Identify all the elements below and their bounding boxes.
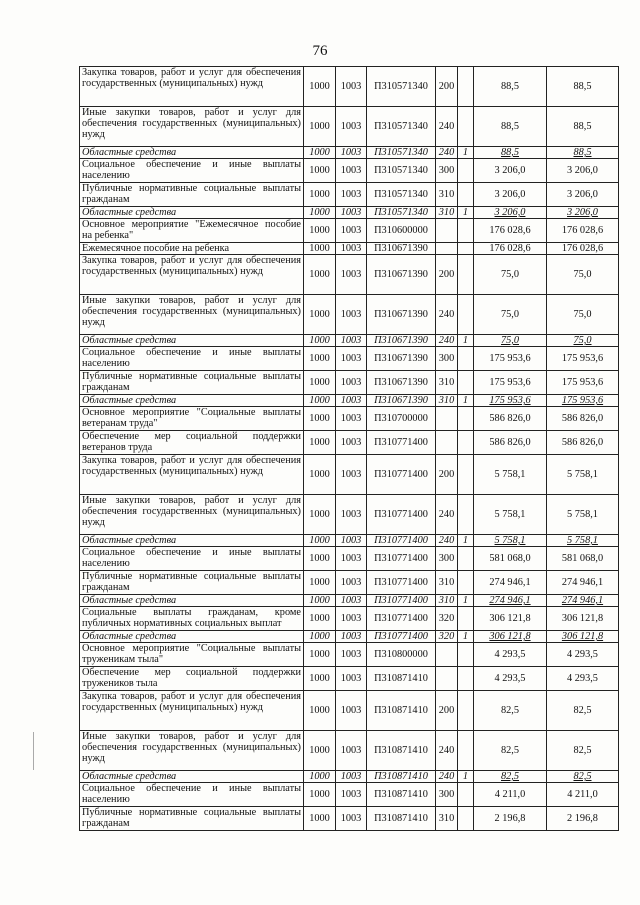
table-row xyxy=(80,783,619,807)
subsection-code-cell: 1003 xyxy=(336,547,367,571)
section-code-cell: 1000 xyxy=(304,159,336,183)
row-name-cell: Областные средства xyxy=(80,771,304,783)
section-code-cell: 1000 xyxy=(304,631,336,643)
target-article-cell: П310600000 xyxy=(367,219,436,243)
amount-year1-cell: 176 028,6 xyxy=(474,243,547,255)
row-name-cell: Основное мероприятие "Социальные выплаты труженикам тыла" xyxy=(80,643,304,667)
expense-type-cell: 240 xyxy=(436,295,458,335)
target-article-cell: П310871410 xyxy=(367,667,436,691)
amount-year2-cell: 75,0 xyxy=(547,255,619,295)
expense-type-cell: 240 xyxy=(436,495,458,535)
amount-year2-cell: 5 758,1 xyxy=(547,455,619,495)
row-name-cell: Социальное обеспечение и иные выплаты населению xyxy=(80,547,304,571)
row-name-cell: Областные средства xyxy=(80,207,304,219)
amount-year1-cell: 75,0 xyxy=(474,295,547,335)
expense-type-cell: 240 xyxy=(436,147,458,159)
table-row xyxy=(80,159,619,183)
amount-year2-cell: 75,0 xyxy=(547,295,619,335)
subsection-code-cell: 1003 xyxy=(336,431,367,455)
subsection-code-cell: 1003 xyxy=(336,595,367,607)
section-code-cell: 1000 xyxy=(304,407,336,431)
amount-year2-cell: 5 758,1 xyxy=(547,535,619,547)
target-article-cell: П310700000 xyxy=(367,407,436,431)
funding-source-cell xyxy=(458,183,474,207)
amount-year2-cell: 274 946,1 xyxy=(547,571,619,595)
subsection-code-cell: 1003 xyxy=(336,335,367,347)
row-name-cell: Закупка товаров, работ и услуг для обеспечения государственных (муниципальных) нужд xyxy=(80,455,304,495)
amount-year1-cell: 3 206,0 xyxy=(474,207,547,219)
subsection-code-cell: 1003 xyxy=(336,147,367,159)
row-name-cell: Областные средства xyxy=(80,335,304,347)
row-name-cell: Закупка товаров, работ и услуг для обеспечения государственных (муниципальных) нужд xyxy=(80,67,304,107)
amount-year2-cell: 581 068,0 xyxy=(547,547,619,571)
subsection-code-cell: 1003 xyxy=(336,643,367,667)
amount-year1-cell: 88,5 xyxy=(474,107,547,147)
amount-year1-cell: 175 953,6 xyxy=(474,347,547,371)
target-article-cell: П310771400 xyxy=(367,547,436,571)
table-row xyxy=(80,243,619,255)
row-name-cell: Областные средства xyxy=(80,535,304,547)
amount-year1-cell: 4 293,5 xyxy=(474,643,547,667)
funding-source-cell: 1 xyxy=(458,147,474,159)
funding-source-cell xyxy=(458,807,474,831)
amount-year2-cell: 175 953,6 xyxy=(547,371,619,395)
expense-type-cell: 200 xyxy=(436,255,458,295)
expense-type-cell: 240 xyxy=(436,335,458,347)
table-row xyxy=(80,431,619,455)
table-row xyxy=(80,219,619,243)
expense-type-cell xyxy=(436,431,458,455)
regional-funds-row xyxy=(80,771,619,783)
amount-year2-cell: 3 206,0 xyxy=(547,159,619,183)
section-code-cell: 1000 xyxy=(304,107,336,147)
section-code-cell: 1000 xyxy=(304,219,336,243)
row-name-cell: Публичные нормативные социальные выплаты гражданам xyxy=(80,183,304,207)
budget-table xyxy=(79,66,619,831)
regional-funds-row xyxy=(80,535,619,547)
section-code-cell: 1000 xyxy=(304,571,336,595)
table-row xyxy=(80,807,619,831)
amount-year2-cell: 88,5 xyxy=(547,147,619,159)
section-code-cell: 1000 xyxy=(304,643,336,667)
table-row xyxy=(80,495,619,535)
subsection-code-cell: 1003 xyxy=(336,107,367,147)
amount-year1-cell: 5 758,1 xyxy=(474,535,547,547)
amount-year1-cell: 88,5 xyxy=(474,147,547,159)
expense-type-cell: 300 xyxy=(436,347,458,371)
regional-funds-row xyxy=(80,147,619,159)
section-code-cell: 1000 xyxy=(304,691,336,731)
table-row xyxy=(80,455,619,495)
subsection-code-cell: 1003 xyxy=(336,207,367,219)
section-code-cell: 1000 xyxy=(304,371,336,395)
funding-source-cell xyxy=(458,607,474,631)
amount-year2-cell: 4 211,0 xyxy=(547,783,619,807)
expense-type-cell: 310 xyxy=(436,595,458,607)
subsection-code-cell: 1003 xyxy=(336,295,367,335)
amount-year2-cell: 2 196,8 xyxy=(547,807,619,831)
subsection-code-cell: 1003 xyxy=(336,495,367,535)
target-article-cell: П310771400 xyxy=(367,535,436,547)
target-article-cell: П310871410 xyxy=(367,731,436,771)
amount-year1-cell: 2 196,8 xyxy=(474,807,547,831)
amount-year1-cell: 306 121,8 xyxy=(474,631,547,643)
section-code-cell: 1000 xyxy=(304,255,336,295)
target-article-cell: П310571340 xyxy=(367,147,436,159)
target-article-cell: П310771400 xyxy=(367,595,436,607)
table-row xyxy=(80,691,619,731)
table-row xyxy=(80,571,619,595)
funding-source-cell xyxy=(458,783,474,807)
section-code-cell: 1000 xyxy=(304,495,336,535)
row-name-cell: Закупка товаров, работ и услуг для обеспечения государственных (муниципальных) нужд xyxy=(80,691,304,731)
amount-year2-cell: 306 121,8 xyxy=(547,607,619,631)
row-name-cell: Публичные нормативные социальные выплаты гражданам xyxy=(80,807,304,831)
table-row xyxy=(80,371,619,395)
subsection-code-cell: 1003 xyxy=(336,455,367,495)
funding-source-cell xyxy=(458,455,474,495)
amount-year2-cell: 4 293,5 xyxy=(547,667,619,691)
amount-year1-cell: 5 758,1 xyxy=(474,495,547,535)
amount-year1-cell: 274 946,1 xyxy=(474,595,547,607)
funding-source-cell xyxy=(458,571,474,595)
amount-year2-cell: 3 206,0 xyxy=(547,207,619,219)
target-article-cell: П310571340 xyxy=(367,67,436,107)
amount-year2-cell: 586 826,0 xyxy=(547,407,619,431)
row-name-cell: Ежемесячное пособие на ребенка xyxy=(80,243,304,255)
amount-year1-cell: 3 206,0 xyxy=(474,159,547,183)
target-article-cell: П310871410 xyxy=(367,771,436,783)
row-name-cell: Обеспечение мер социальной поддержки тружеников тыла xyxy=(80,667,304,691)
row-name-cell: Социальное обеспечение и иные выплаты населению xyxy=(80,347,304,371)
row-name-cell: Областные средства xyxy=(80,147,304,159)
expense-type-cell: 200 xyxy=(436,67,458,107)
subsection-code-cell: 1003 xyxy=(336,219,367,243)
subsection-code-cell: 1003 xyxy=(336,731,367,771)
amount-year2-cell: 5 758,1 xyxy=(547,495,619,535)
target-article-cell: П310771400 xyxy=(367,631,436,643)
funding-source-cell xyxy=(458,295,474,335)
amount-year1-cell: 4 211,0 xyxy=(474,783,547,807)
expense-type-cell: 320 xyxy=(436,607,458,631)
section-code-cell: 1000 xyxy=(304,347,336,371)
amount-year2-cell: 75,0 xyxy=(547,335,619,347)
subsection-code-cell: 1003 xyxy=(336,347,367,371)
amount-year2-cell: 274 946,1 xyxy=(547,595,619,607)
expense-type-cell: 310 xyxy=(436,183,458,207)
amount-year1-cell: 175 953,6 xyxy=(474,371,547,395)
funding-source-cell xyxy=(458,431,474,455)
amount-year2-cell: 4 293,5 xyxy=(547,643,619,667)
table-row xyxy=(80,295,619,335)
table-row xyxy=(80,731,619,771)
target-article-cell: П310671390 xyxy=(367,243,436,255)
expense-type-cell xyxy=(436,407,458,431)
target-article-cell: П310771400 xyxy=(367,571,436,595)
funding-source-cell xyxy=(458,67,474,107)
amount-year1-cell: 75,0 xyxy=(474,255,547,295)
section-code-cell: 1000 xyxy=(304,243,336,255)
subsection-code-cell: 1003 xyxy=(336,407,367,431)
section-code-cell: 1000 xyxy=(304,183,336,207)
funding-source-cell xyxy=(458,347,474,371)
target-article-cell: П310671390 xyxy=(367,255,436,295)
section-code-cell: 1000 xyxy=(304,455,336,495)
table-row xyxy=(80,255,619,295)
expense-type-cell: 240 xyxy=(436,771,458,783)
target-article-cell: П310871410 xyxy=(367,807,436,831)
table-row xyxy=(80,667,619,691)
target-article-cell: П310871410 xyxy=(367,691,436,731)
target-article-cell: П310571340 xyxy=(367,159,436,183)
section-code-cell: 1000 xyxy=(304,535,336,547)
target-article-cell: П310771400 xyxy=(367,495,436,535)
amount-year1-cell: 3 206,0 xyxy=(474,183,547,207)
expense-type-cell: 310 xyxy=(436,207,458,219)
amount-year2-cell: 88,5 xyxy=(547,107,619,147)
row-name-cell: Иные закупки товаров, работ и услуг для обеспечения государственных (муниципальных) нужд xyxy=(80,731,304,771)
amount-year2-cell: 82,5 xyxy=(547,771,619,783)
funding-source-cell xyxy=(458,219,474,243)
expense-type-cell xyxy=(436,667,458,691)
amount-year2-cell: 306 121,8 xyxy=(547,631,619,643)
table-row xyxy=(80,407,619,431)
table-row xyxy=(80,67,619,107)
section-code-cell: 1000 xyxy=(304,335,336,347)
row-name-cell: Социальные выплаты гражданам, кроме публичных нормативных социальных выплат xyxy=(80,607,304,631)
regional-funds-row xyxy=(80,335,619,347)
funding-source-cell xyxy=(458,243,474,255)
row-name-cell: Закупка товаров, работ и услуг для обеспечения государственных (муниципальных) нужд xyxy=(80,255,304,295)
expense-type-cell: 320 xyxy=(436,631,458,643)
expense-type-cell: 200 xyxy=(436,455,458,495)
funding-source-cell xyxy=(458,107,474,147)
funding-source-cell xyxy=(458,407,474,431)
row-name-cell: Обеспечение мер социальной поддержки ветеранов труда xyxy=(80,431,304,455)
funding-source-cell: 1 xyxy=(458,395,474,407)
subsection-code-cell: 1003 xyxy=(336,535,367,547)
subsection-code-cell: 1003 xyxy=(336,67,367,107)
funding-source-cell xyxy=(458,495,474,535)
amount-year2-cell: 88,5 xyxy=(547,67,619,107)
table-row xyxy=(80,607,619,631)
expense-type-cell: 240 xyxy=(436,107,458,147)
row-name-cell: Основное мероприятие "Ежемесячное пособие на ребенка" xyxy=(80,219,304,243)
amount-year2-cell: 586 826,0 xyxy=(547,431,619,455)
target-article-cell: П310671390 xyxy=(367,335,436,347)
section-code-cell: 1000 xyxy=(304,783,336,807)
row-name-cell: Иные закупки товаров, работ и услуг для обеспечения государственных (муниципальных) нужд xyxy=(80,107,304,147)
funding-source-cell xyxy=(458,731,474,771)
subsection-code-cell: 1003 xyxy=(336,691,367,731)
target-article-cell: П310771400 xyxy=(367,607,436,631)
funding-source-cell: 1 xyxy=(458,595,474,607)
table-row xyxy=(80,643,619,667)
page-number: 76 xyxy=(312,43,328,59)
target-article-cell: П310571340 xyxy=(367,183,436,207)
regional-funds-row xyxy=(80,395,619,407)
amount-year2-cell: 82,5 xyxy=(547,731,619,771)
row-name-cell: Иные закупки товаров, работ и услуг для обеспечения государственных (муниципальных) нужд xyxy=(80,295,304,335)
section-code-cell: 1000 xyxy=(304,147,336,159)
funding-source-cell xyxy=(458,159,474,183)
amount-year1-cell: 586 826,0 xyxy=(474,407,547,431)
funding-source-cell: 1 xyxy=(458,535,474,547)
expense-type-cell xyxy=(436,219,458,243)
expense-type-cell: 240 xyxy=(436,731,458,771)
margin-mark xyxy=(33,732,34,770)
subsection-code-cell: 1003 xyxy=(336,771,367,783)
funding-source-cell: 1 xyxy=(458,631,474,643)
section-code-cell: 1000 xyxy=(304,731,336,771)
row-name-cell: Основное мероприятие "Социальные выплаты ветеранам труда" xyxy=(80,407,304,431)
amount-year1-cell: 274 946,1 xyxy=(474,571,547,595)
subsection-code-cell: 1003 xyxy=(336,631,367,643)
target-article-cell: П310871410 xyxy=(367,783,436,807)
row-name-cell: Социальное обеспечение и иные выплаты населению xyxy=(80,783,304,807)
row-name-cell: Областные средства xyxy=(80,631,304,643)
row-name-cell: Публичные нормативные социальные выплаты гражданам xyxy=(80,371,304,395)
subsection-code-cell: 1003 xyxy=(336,395,367,407)
section-code-cell: 1000 xyxy=(304,807,336,831)
expense-type-cell: 310 xyxy=(436,371,458,395)
table-row xyxy=(80,547,619,571)
expense-type-cell: 300 xyxy=(436,547,458,571)
expense-type-cell: 300 xyxy=(436,783,458,807)
expense-type-cell: 310 xyxy=(436,395,458,407)
table-row xyxy=(80,183,619,207)
funding-source-cell xyxy=(458,547,474,571)
amount-year2-cell: 175 953,6 xyxy=(547,395,619,407)
table-row xyxy=(80,107,619,147)
target-article-cell: П310771400 xyxy=(367,455,436,495)
expense-type-cell: 300 xyxy=(436,159,458,183)
funding-source-cell xyxy=(458,667,474,691)
amount-year1-cell: 5 758,1 xyxy=(474,455,547,495)
funding-source-cell xyxy=(458,255,474,295)
row-name-cell: Иные закупки товаров, работ и услуг для обеспечения государственных (муниципальных) нужд xyxy=(80,495,304,535)
section-code-cell: 1000 xyxy=(304,771,336,783)
amount-year2-cell: 176 028,6 xyxy=(547,219,619,243)
section-code-cell: 1000 xyxy=(304,395,336,407)
target-article-cell: П310671390 xyxy=(367,347,436,371)
target-article-cell: П310671390 xyxy=(367,295,436,335)
funding-source-cell xyxy=(458,691,474,731)
funding-source-cell: 1 xyxy=(458,207,474,219)
amount-year1-cell: 306 121,8 xyxy=(474,607,547,631)
amount-year2-cell: 3 206,0 xyxy=(547,183,619,207)
target-article-cell: П310571340 xyxy=(367,207,436,219)
expense-type-cell: 310 xyxy=(436,807,458,831)
amount-year1-cell: 75,0 xyxy=(474,335,547,347)
funding-source-cell xyxy=(458,371,474,395)
section-code-cell: 1000 xyxy=(304,295,336,335)
row-name-cell: Областные средства xyxy=(80,595,304,607)
subsection-code-cell: 1003 xyxy=(336,371,367,395)
amount-year1-cell: 175 953,6 xyxy=(474,395,547,407)
subsection-code-cell: 1003 xyxy=(336,243,367,255)
expense-type-cell xyxy=(436,643,458,667)
funding-source-cell: 1 xyxy=(458,335,474,347)
section-code-cell: 1000 xyxy=(304,667,336,691)
regional-funds-row xyxy=(80,595,619,607)
section-code-cell: 1000 xyxy=(304,431,336,455)
amount-year2-cell: 82,5 xyxy=(547,691,619,731)
amount-year1-cell: 82,5 xyxy=(474,691,547,731)
section-code-cell: 1000 xyxy=(304,607,336,631)
amount-year1-cell: 4 293,5 xyxy=(474,667,547,691)
section-code-cell: 1000 xyxy=(304,67,336,107)
section-code-cell: 1000 xyxy=(304,547,336,571)
amount-year1-cell: 581 068,0 xyxy=(474,547,547,571)
row-name-cell: Областные средства xyxy=(80,395,304,407)
amount-year1-cell: 82,5 xyxy=(474,731,547,771)
row-name-cell: Социальное обеспечение и иные выплаты населению xyxy=(80,159,304,183)
subsection-code-cell: 1003 xyxy=(336,183,367,207)
target-article-cell: П310800000 xyxy=(367,643,436,667)
amount-year2-cell: 176 028,6 xyxy=(547,243,619,255)
funding-source-cell xyxy=(458,643,474,667)
subsection-code-cell: 1003 xyxy=(336,667,367,691)
subsection-code-cell: 1003 xyxy=(336,255,367,295)
amount-year1-cell: 88,5 xyxy=(474,67,547,107)
regional-funds-row xyxy=(80,207,619,219)
subsection-code-cell: 1003 xyxy=(336,571,367,595)
amount-year1-cell: 586 826,0 xyxy=(474,431,547,455)
amount-year1-cell: 176 028,6 xyxy=(474,219,547,243)
row-name-cell: Публичные нормативные социальные выплаты гражданам xyxy=(80,571,304,595)
amount-year2-cell: 175 953,6 xyxy=(547,347,619,371)
expense-type-cell: 310 xyxy=(436,571,458,595)
section-code-cell: 1000 xyxy=(304,595,336,607)
expense-type-cell: 200 xyxy=(436,691,458,731)
target-article-cell: П310671390 xyxy=(367,371,436,395)
funding-source-cell: 1 xyxy=(458,771,474,783)
expense-type-cell: 240 xyxy=(436,535,458,547)
expense-type-cell xyxy=(436,243,458,255)
target-article-cell: П310771400 xyxy=(367,431,436,455)
subsection-code-cell: 1003 xyxy=(336,159,367,183)
amount-year1-cell: 82,5 xyxy=(474,771,547,783)
subsection-code-cell: 1003 xyxy=(336,607,367,631)
target-article-cell: П310571340 xyxy=(367,107,436,147)
regional-funds-row xyxy=(80,631,619,643)
target-article-cell: П310671390 xyxy=(367,395,436,407)
subsection-code-cell: 1003 xyxy=(336,783,367,807)
section-code-cell: 1000 xyxy=(304,207,336,219)
table-row xyxy=(80,347,619,371)
subsection-code-cell: 1003 xyxy=(336,807,367,831)
